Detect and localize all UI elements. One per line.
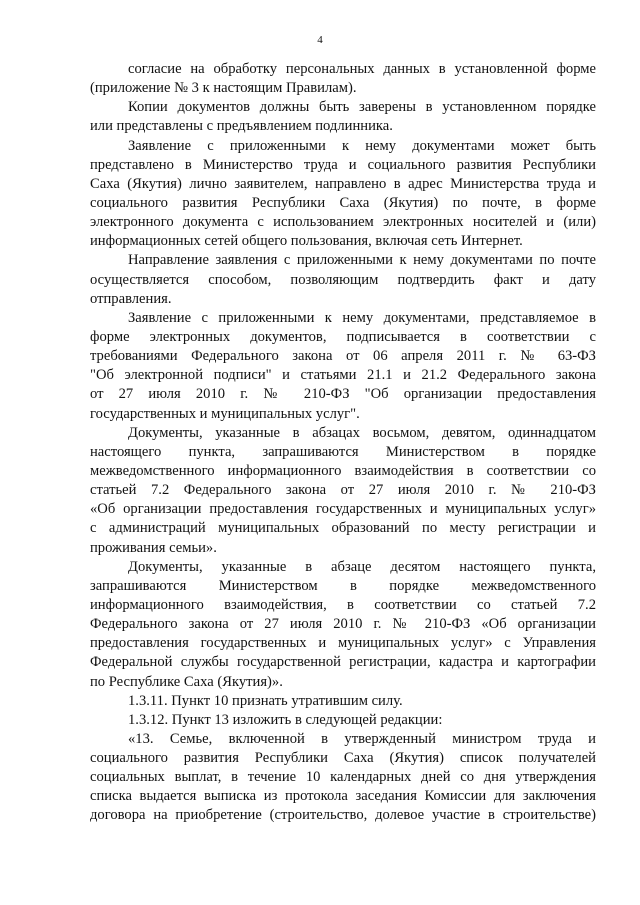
text-line: межведомственного информационного взаимодействия в соответствии со xyxy=(90,462,596,479)
text-line: Заявление с приложенными к нему документами может быть xyxy=(128,137,596,154)
text-line: по Республике Саха (Якутия)». xyxy=(90,673,283,690)
text-line: осуществляется способом, позволяющим подтвердить факт и дату xyxy=(90,271,596,288)
text-line: настоящего пункта, запрашиваются Министерством в порядке xyxy=(90,443,596,460)
text-line: социального развития Республики Саха (Якутия) по почте, в форме xyxy=(90,194,596,211)
text-line: Федеральной службы государственной регистрации, кадастра и картографии xyxy=(90,654,596,671)
text-line: информационного взаимодействия, в соответствии со статьей 7.2 xyxy=(90,596,596,613)
text-line: «Об организации предоставления государственных и муниципальных услуг» xyxy=(90,501,596,518)
text-line: Документы, указанные в абзацах восьмом, девятом, одиннадцатом xyxy=(128,424,596,441)
page-number: 4 xyxy=(317,34,323,46)
text-line: государственных и муниципальных услуг". xyxy=(90,405,360,422)
text-line: социального развития Республики Саха (Якутия) список получателей xyxy=(90,750,596,767)
text-line: форме электронных документов, подписывается в соответствии с xyxy=(90,328,596,345)
text-line: 1.3.12. Пункт 13 изложить в следующей редакции: xyxy=(128,711,443,728)
text-line: электронного документа с использованием электронных носителей и (или) xyxy=(90,214,596,231)
text-line: Копии документов должны быть заверены в установленном порядке xyxy=(128,99,596,116)
text-line: запрашиваются Министерством в порядке межведомственного xyxy=(90,577,596,594)
text-line: Федерального закона от 27 июля 2010 г. № 210-ФЗ «Об организации xyxy=(90,616,596,633)
text-line: информационных сетей общего пользования, включая сеть Интернет. xyxy=(90,233,523,250)
text-line: списка выдается выписка из протокола заседания Комиссии для заключения xyxy=(90,788,596,805)
text-line: (приложение № 3 к настоящим Правилам). xyxy=(90,80,357,97)
text-line: "Об электронной подписи" и статьями 21.1 и 21.2 Федерального закона xyxy=(90,367,596,384)
text-line: Направление заявления с приложенными к нему документами по почте xyxy=(128,252,596,269)
text-line: отправления. xyxy=(90,290,172,307)
text-line: договора на приобретение (строительство, долевое участие в строительстве) xyxy=(90,807,596,824)
text-line: 1.3.11. Пункт 10 признать утратившим силу. xyxy=(128,692,403,709)
text-line: статьей 7.2 Федерального закона от 27 июля 2010 г. № 210-ФЗ xyxy=(90,482,596,499)
text-line: Документы, указанные в абзацe десятом настоящего пункта, xyxy=(128,558,596,575)
text-line: согласие на обработку персональных данных в установленной форме xyxy=(128,61,596,77)
text-line: представлено в Министерство труда и социального развития Республики xyxy=(90,156,596,173)
text-line: от 27 июля 2010 г. № 210-ФЗ "Об организации предоставления xyxy=(90,386,596,403)
text-line: «13. Семье, включенной в утвержденный министром труда и xyxy=(128,730,596,747)
text-line: требованиями Федерального закона от 06 апреля 2011 г. № 63-ФЗ xyxy=(90,348,596,365)
document-body xyxy=(90,60,596,826)
text-line: с администраций муниципальных образований по месту регистрации и xyxy=(90,520,596,537)
text-line: проживания семьи». xyxy=(90,539,217,556)
text-line: Заявление с приложенными к нему документами, представляемое в xyxy=(128,309,596,326)
text-line: или представлены с предъявлением подлинника. xyxy=(90,118,393,135)
text-line: Саха (Якутия) лично заявителем, направлено в адрес Министерства труда и xyxy=(90,175,596,192)
text-line: предоставления государственных и муниципальных услуг» с Управления xyxy=(90,635,596,652)
text-line: социальных выплат, в течение 10 календарных дней со дня утверждения xyxy=(90,769,596,786)
